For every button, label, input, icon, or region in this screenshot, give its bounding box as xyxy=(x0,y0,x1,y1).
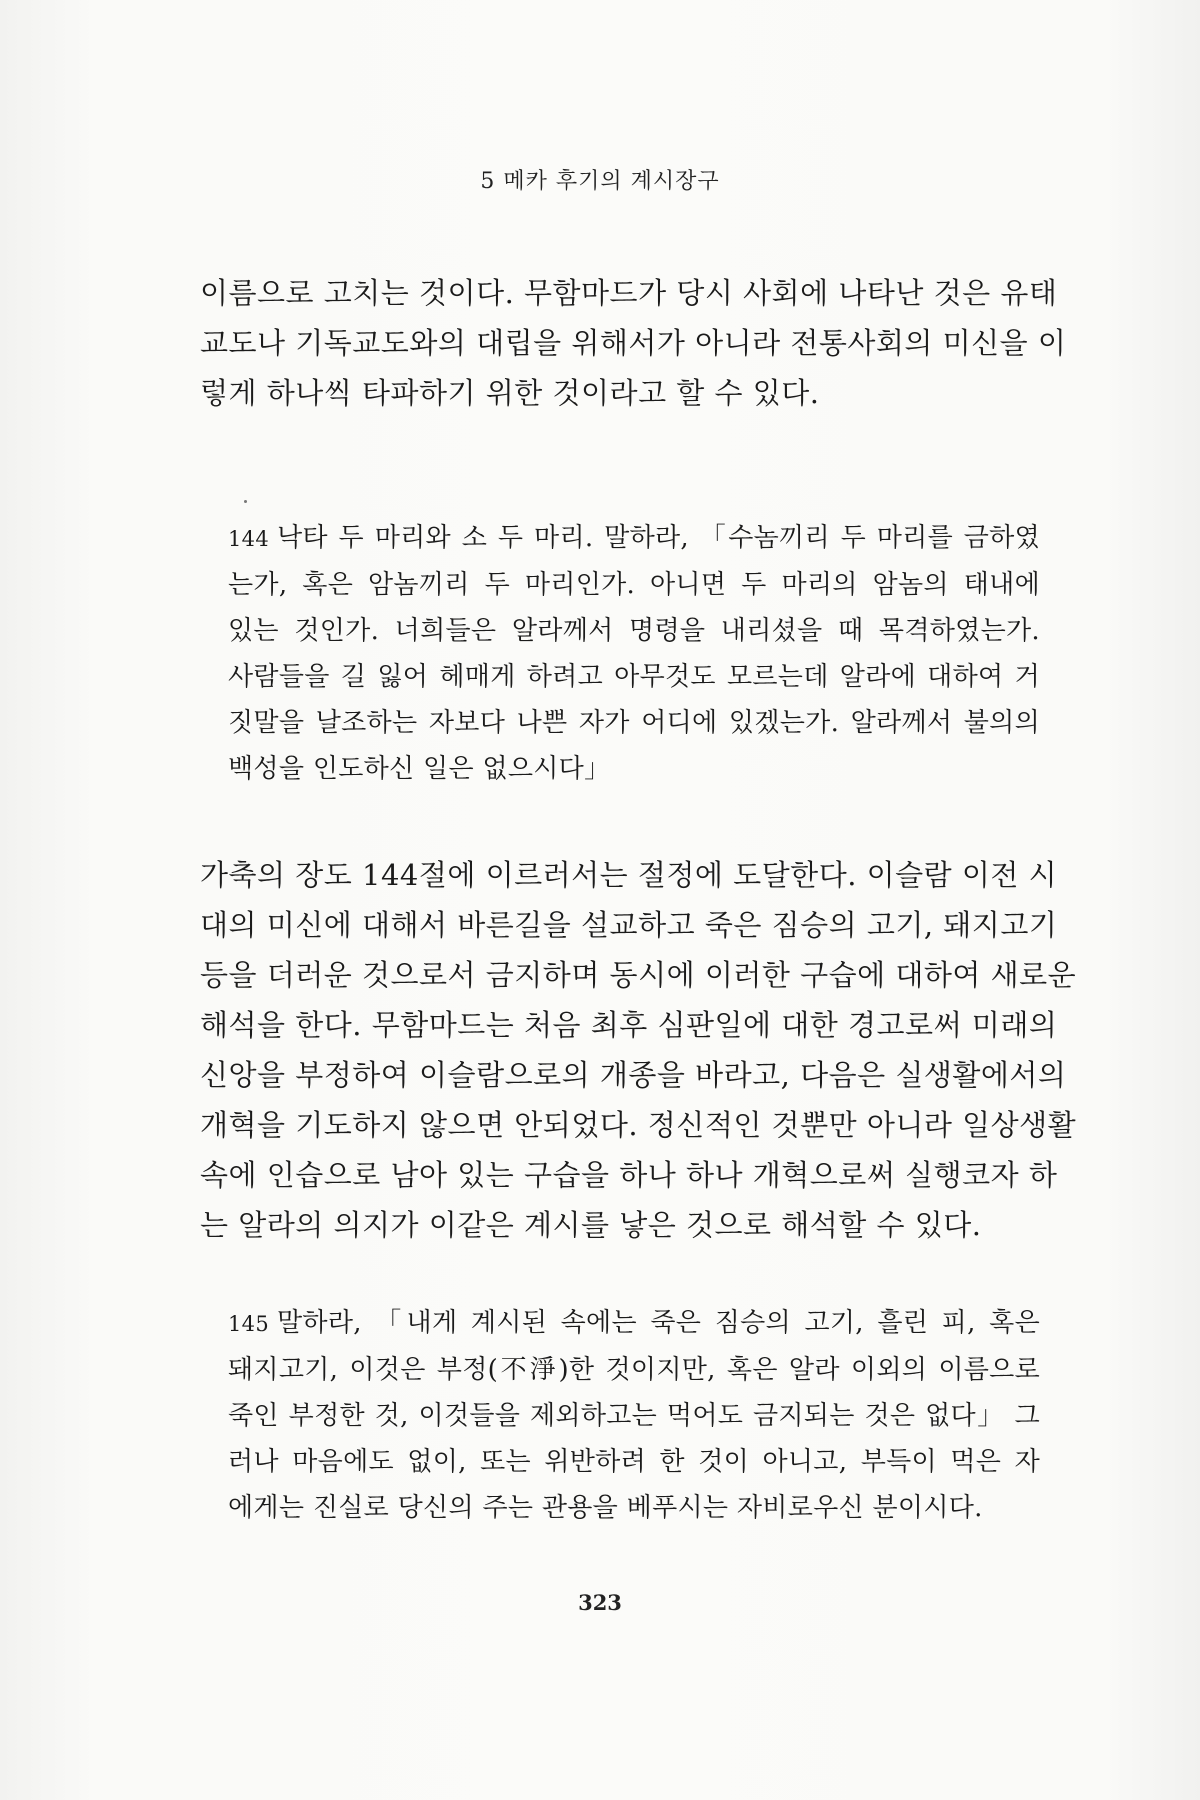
paragraph-1-line: 렇게 하나씩 타파하기 위한 것이라고 할 수 있다. xyxy=(200,376,820,410)
page-number: 323 xyxy=(578,1590,622,1615)
paragraph-2-line: 는 알라의 의지가 이같은 계시를 낳은 것으로 해석할 수 있다. xyxy=(200,1208,982,1242)
verse-145-line: 러나 마음에도 없이, 또는 위반하려 한 것이 아니고, 부득이 먹은 자 xyxy=(228,1447,1040,1477)
paragraph-1-line: 이름으로 고치는 것이다. 무함마드가 당시 사회에 나타난 것은 유태 xyxy=(200,276,1058,310)
verse-145-line-text: 말하라, 「내게 계시된 속에는 죽은 짐승의 고기, 흘린 피, 혹은 xyxy=(276,1308,1040,1338)
paragraph-2-line: 신앙을 부정하여 이슬람으로의 개종을 바라고, 다음은 실생활에서의 xyxy=(200,1058,1067,1092)
stray-mark xyxy=(244,500,247,503)
verse-145-number: 145 xyxy=(228,1312,269,1336)
verse-144 xyxy=(228,515,1040,792)
paragraph-2-line: 해석을 한다. 무함마드는 처음 최후 심판일에 대한 경고로써 미래의 xyxy=(200,1008,1058,1042)
verse-144-line: 사람들을 길 잃어 헤매게 하려고 아무것도 모르는데 알라에 대하여 거 xyxy=(228,662,1040,692)
verse-144-line xyxy=(228,515,1040,562)
paragraph-2-line: 대의 미신에 대해서 바른길을 설교하고 죽은 짐승의 고기, 돼지고기 xyxy=(200,908,1058,942)
verse-145-line xyxy=(228,1300,1040,1347)
paragraph-1-line: 교도나 기독교도와의 대립을 위해서가 아니라 전통사회의 미신을 이 xyxy=(200,326,1067,360)
paragraph-2-line: 가축의 장도 144절에 이르러서는 절정에 도달한다. 이슬람 이전 시 xyxy=(200,858,1058,892)
paragraph-1 xyxy=(200,268,1067,418)
running-head: 5 메카 후기의 계시장구 xyxy=(480,169,720,194)
verse-144-number: 144 xyxy=(228,527,269,551)
verse-145 xyxy=(228,1300,1040,1531)
verse-144-line: 백성을 인도하신 일은 없으시다」 xyxy=(228,754,611,784)
verse-144-line-text: 낙타 두 마리와 소 두 마리. 말하라, 「수놈끼리 두 마리를 금하였 xyxy=(276,523,1040,553)
paragraph-2-line: 속에 인습으로 남아 있는 구습을 하나 하나 개혁으로써 실행코자 하 xyxy=(200,1158,1058,1192)
verse-145-line: 돼지고기, 이것은 부정(不淨)한 것이지만, 혹은 알라 이외의 이름으로 xyxy=(228,1355,1040,1385)
verse-144-line: 있는 것인가. 너희들은 알라께서 명령을 내리셨을 때 목격하였는가. xyxy=(228,616,1040,646)
verse-144-line: 는가, 혹은 암놈끼리 두 마리인가. 아니면 두 마리의 암놈의 태내에 xyxy=(228,570,1040,600)
paragraph-2-line: 등을 더러운 것으로서 금지하며 동시에 이러한 구습에 대하여 새로운 xyxy=(200,958,1077,992)
verse-145-line: 죽인 부정한 것, 이것들을 제외하고는 먹어도 금지되는 것은 없다」 그 xyxy=(228,1401,1040,1431)
verse-144-line: 짓말을 날조하는 자보다 나쁜 자가 어디에 있겠는가. 알라께서 불의의 xyxy=(228,708,1040,738)
verse-145-line: 에게는 진실로 당신의 주는 관용을 베푸시는 자비로우신 분이시다. xyxy=(228,1493,983,1523)
paragraph-2-line: 개혁을 기도하지 않으면 안되었다. 정신적인 것뿐만 아니라 일상생활 xyxy=(200,1108,1077,1142)
paragraph-2 xyxy=(200,850,1077,1250)
